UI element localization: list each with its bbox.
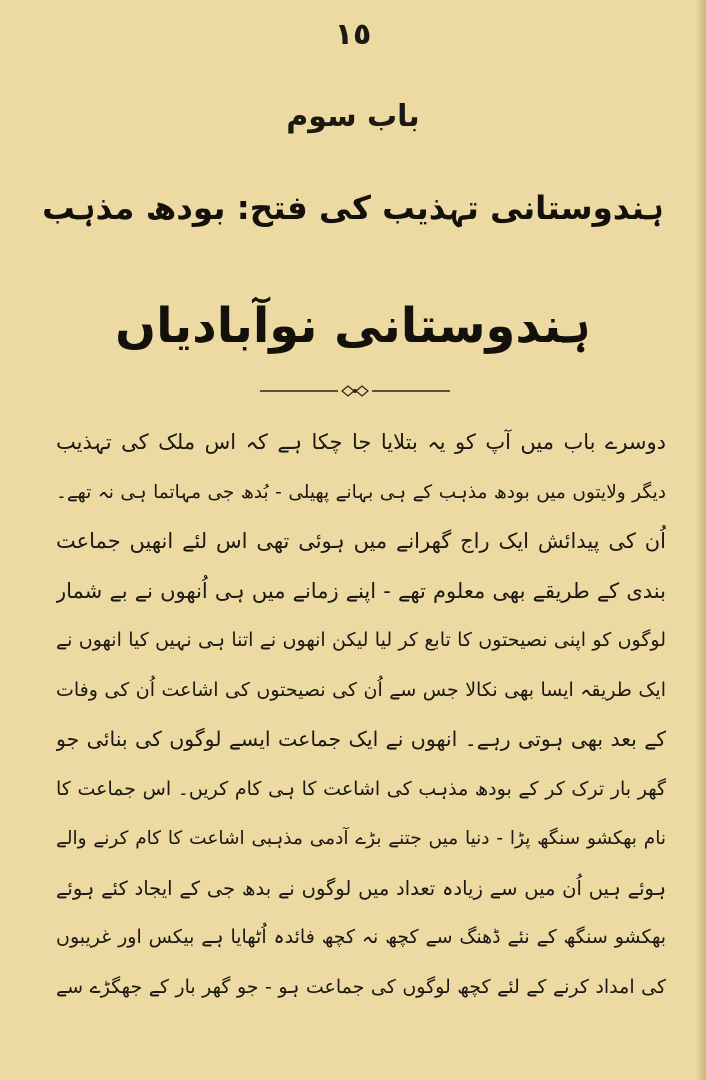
divider-ornament [260, 384, 450, 398]
body-line: لوگوں کو اپنی نصیحتوں کا تابع کر لیا لیکن انھوں نے اتنا ہی نہیں کیا انھوں نے [56, 629, 666, 651]
body-paragraph [56, 418, 666, 1012]
body-line: نام بھکشو سنگھ پڑا - دنیا میں جتنے بڑے آدمی مذہبی اشاعت کا کام کرنے والے [56, 828, 666, 849]
body-line: دوسرے باب میں آپ کو یہ بتلایا جا چکا ہے کہ اس ملک کی تہذیب [56, 430, 666, 454]
chapter-title-line-2: ہندوستانی نوآبادیاں [115, 298, 591, 354]
body-line: ایک طریقہ ایسا بھی نکالا جس سے اُن کی نصیحتوں کی اشاعت اُن کی وفات [56, 678, 666, 701]
body-line: اُن کی پیدائش ایک راج گھرانے میں ہوئی تھی اس لئے انھیں جماعت [56, 529, 666, 553]
chapter-subheading: باب سوم [286, 99, 420, 134]
body-line: ہوئے ہیں اُن میں سے زیادہ تعداد میں لوگوں نے بدھ جی کے ایجاد کئے ہوئے [56, 876, 666, 900]
body-line: دیگر ولایتوں میں بودھ مذہب کے ہی بہانے پھیلی - بُدھ جی مہاتما ہی نہ تھے۔ [56, 481, 666, 503]
page-number: ١٥ [334, 17, 372, 52]
body-line: بندی کے طریقے بھی معلوم تھے - اپنے زمانے میں ہی اُنھوں نے بے شمار [56, 578, 666, 603]
body-line: کے بعد بھی ہوتی رہے۔ انھوں نے ایک جماعت ایسے لوگوں کی بنائی جو [56, 727, 666, 751]
body-line: گھر بار ترک کر کے بودھ مذہب کی اشاعت کا ہی کام کریں۔ اس جماعت کا [56, 777, 666, 800]
chapter-title-line-1: ہندوستانی تہذیب کی فتح: بودھ مذہب [42, 189, 664, 227]
body-line: بھکشو سنگھ کے نئے ڈھنگ سے کچھ نہ کچھ فائدہ اُٹھایا ہے بیکس اور غریبوں [56, 926, 666, 948]
body-line: کی امداد کرنے کے لئے کچھ لوگوں کی جماعت ہو - جو گھر بار کے جھگڑے سے [56, 975, 666, 998]
page-binding-edge [696, 0, 706, 1080]
